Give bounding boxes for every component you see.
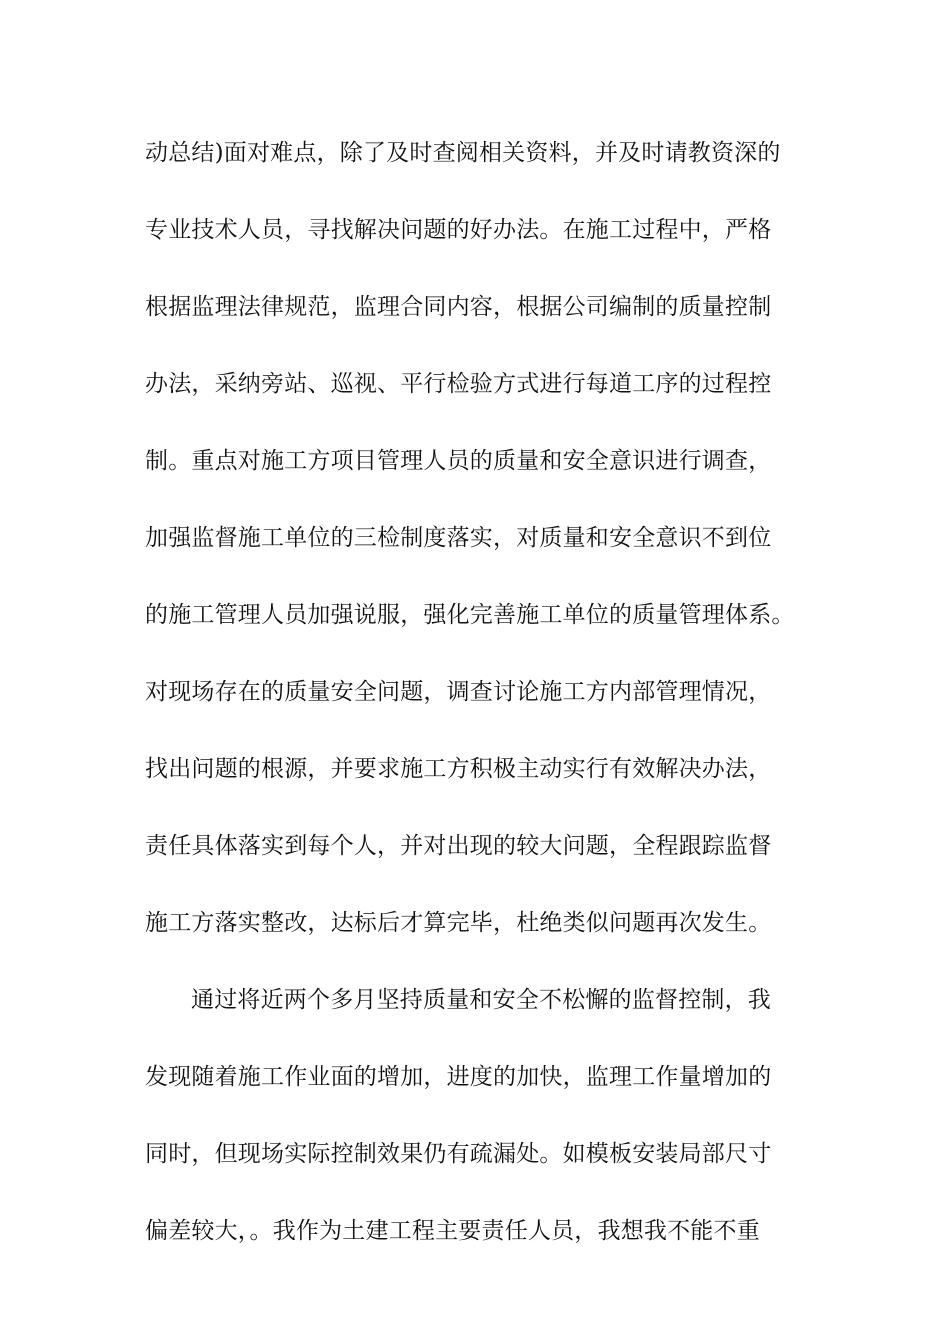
text-line: 办法，采纳旁站、巡视、平行检验方式进行每道工序的过程控	[145, 371, 772, 397]
body-text	[145, 131, 825, 1286]
text-line: 找出问题的根源，并要求施工方积极主动实行有效解决办法，	[145, 756, 772, 782]
text-line: 的施工管理人员加强说服，强化完善施工单位的质量管理体系。	[145, 602, 795, 628]
text-line: 动总结)面对难点，除了及时查阅相关资料，并及时请教资深的	[145, 140, 781, 166]
text-line: 制。重点对施工方项目管理人员的质量和安全意识进行调查，	[145, 448, 772, 474]
text-line: 施工方落实整改，达标后才算完毕，杜绝类似问题再次发生。	[145, 910, 772, 936]
paragraph-start-line: 通过将近两个多月坚持质量和安全不松懈的监督控制，我	[191, 987, 771, 1013]
text-line: 对现场存在的质量安全问题，调查讨论施工方内部管理情况，	[145, 679, 772, 705]
text-line: 同时，但现场实际控制效果仍有疏漏处。如模板安装局部尺寸	[145, 1141, 772, 1167]
text-line: 专业技术人员，寻找解决问题的好办法。在施工过程中，严格	[145, 217, 772, 243]
text-line: 偏差较大，。我作为土建工程主要责任人员，我想我不能不重	[145, 1218, 760, 1244]
text-line: 加强监督施工单位的三检制度落实，对质量和安全意识不到位	[145, 525, 772, 551]
text-line: 根据监理法律规范，监理合同内容，根据公司编制的质量控制	[145, 294, 772, 320]
text-line: 发现随着施工作业面的增加，进度的加快，监理工作量增加的	[145, 1064, 772, 1090]
text-line: 责任具体落实到每个人，并对出现的较大问题，全程跟踪监督	[145, 833, 772, 859]
